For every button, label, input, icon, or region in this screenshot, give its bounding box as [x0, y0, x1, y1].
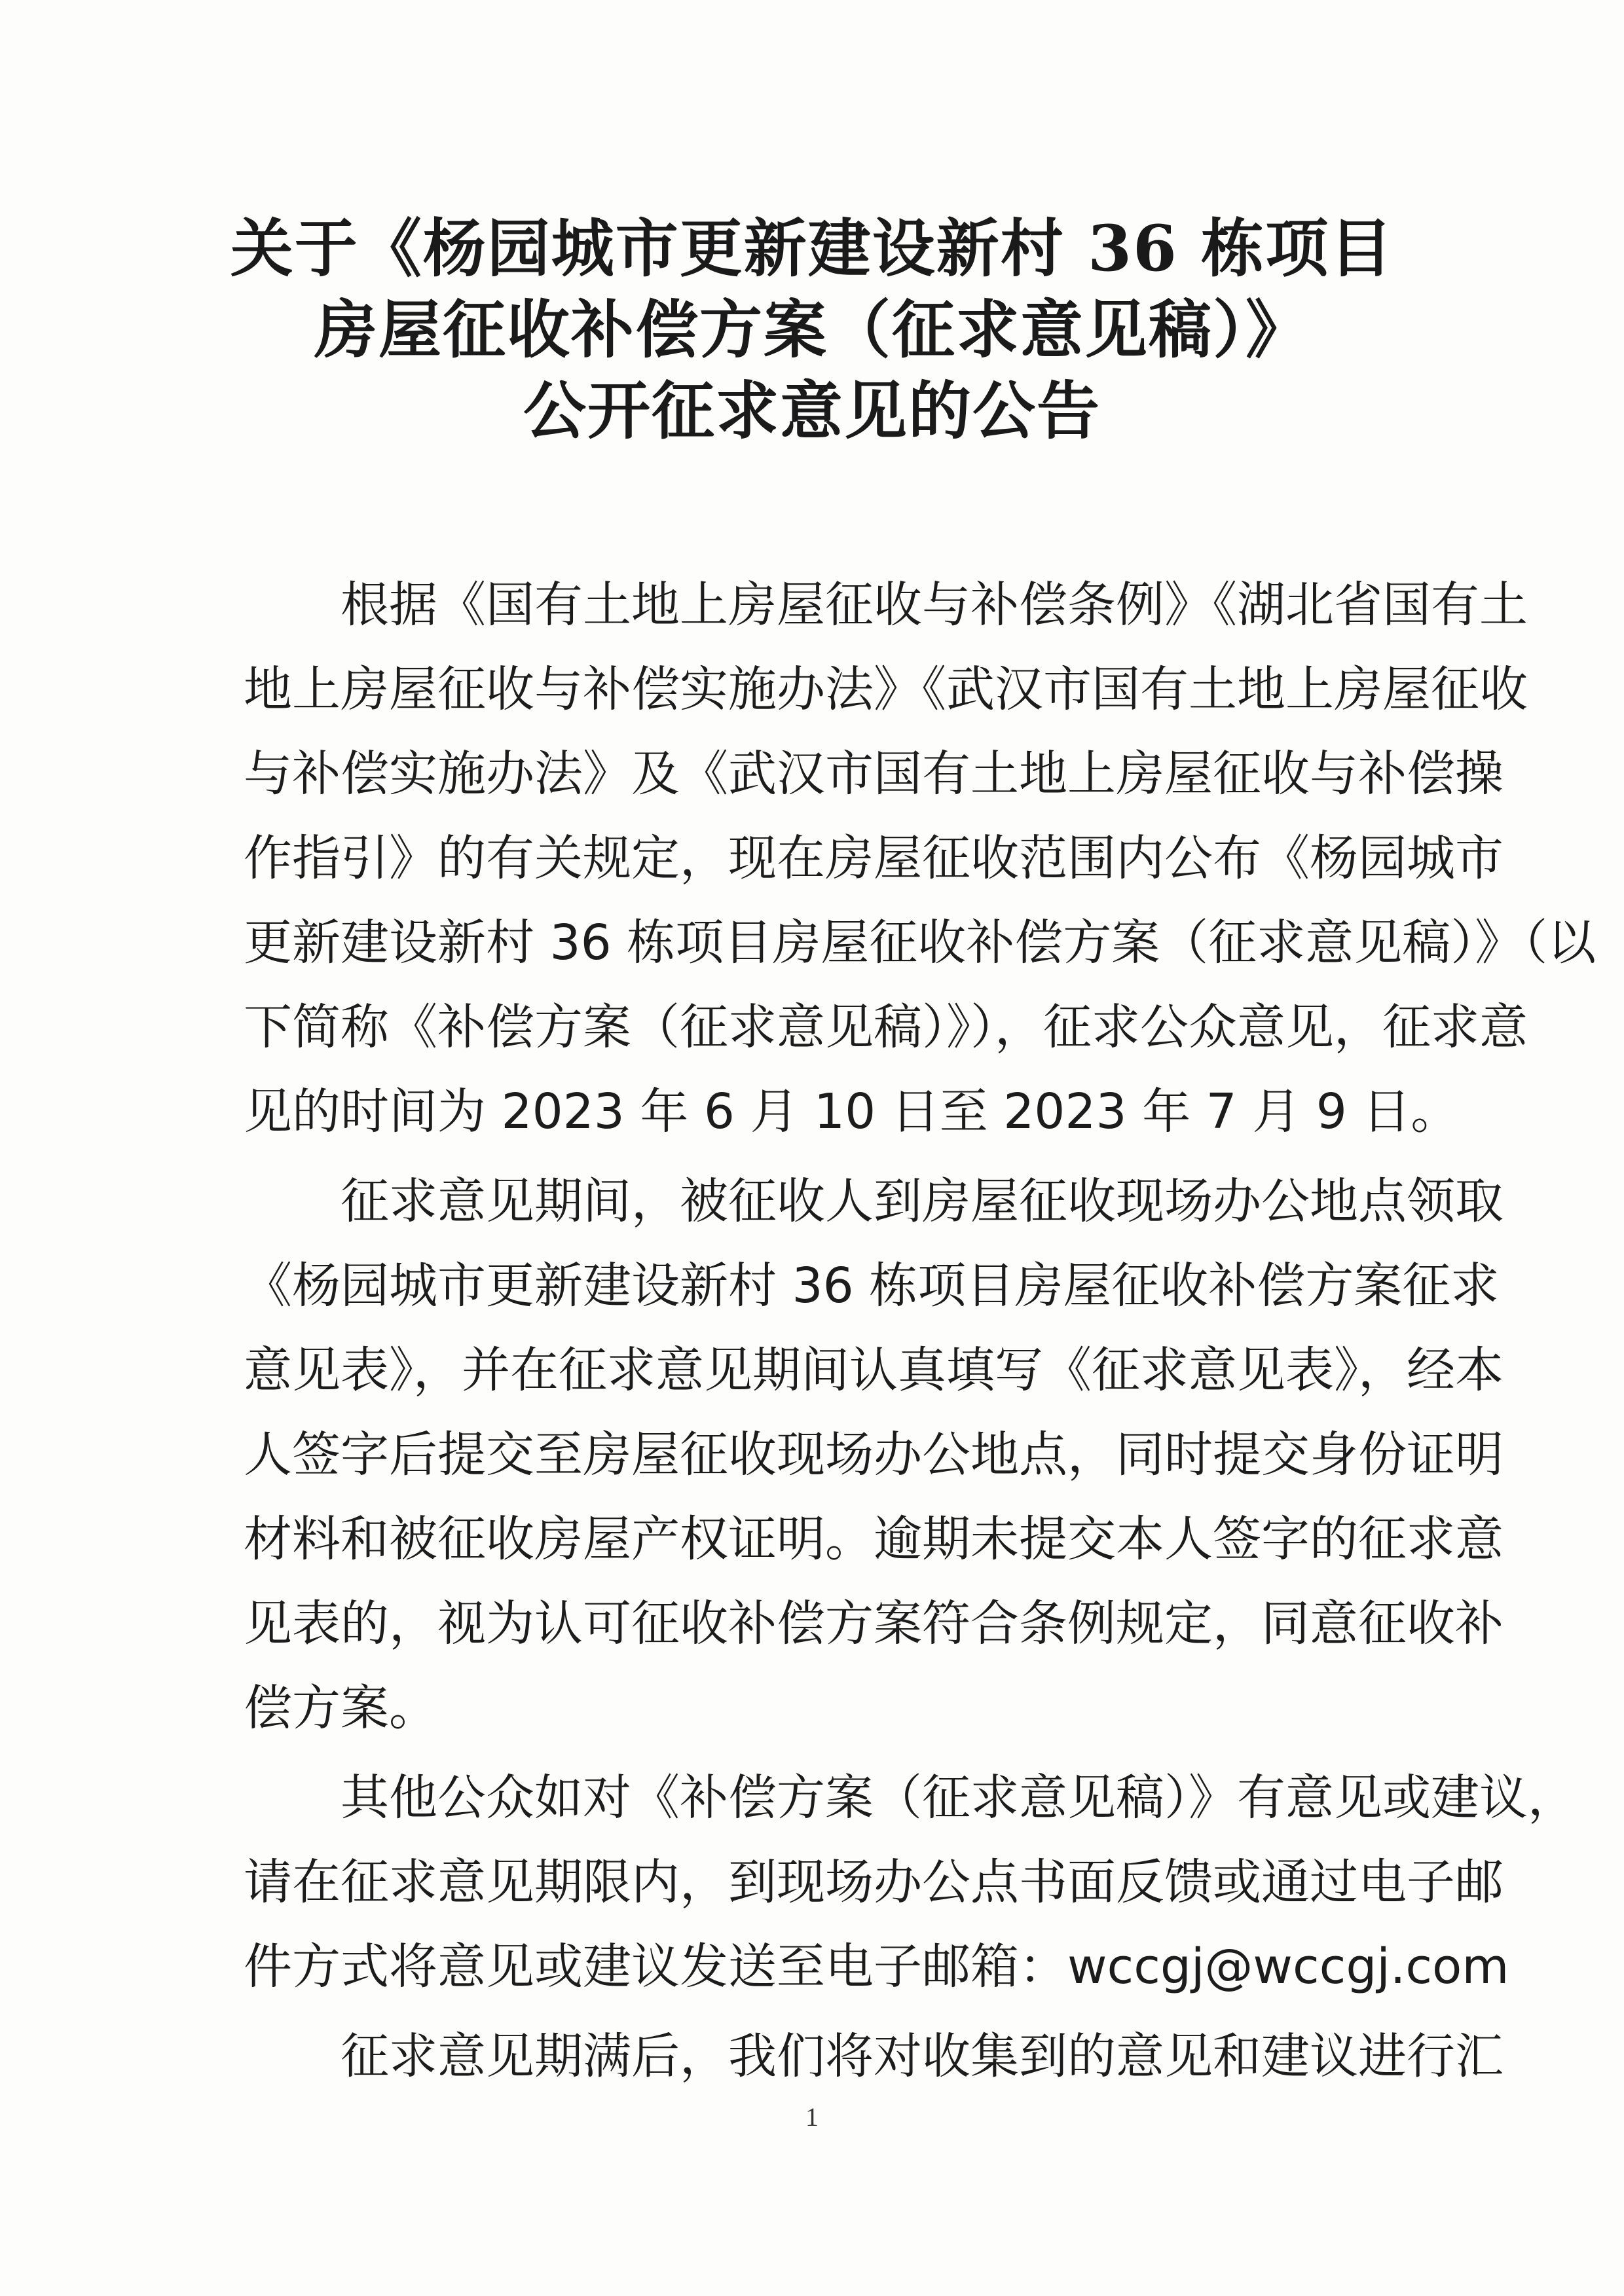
- paragraph-submission: [244, 1159, 1504, 1751]
- text-line: 其他公众如对《补偿方案（征求意见稿）》有意见或建议，: [341, 1770, 1576, 1826]
- title-line: 公开征求意见的公告: [523, 374, 1101, 448]
- text-line: 更新建设新村 36 栋项目房屋征收补偿方案（征求意见稿）》（以: [244, 915, 1596, 971]
- document-title: [196, 208, 1428, 452]
- text-line: 人签字后提交至房屋征收现场办公地点，同时提交身份证明: [244, 1427, 1504, 1483]
- text-line: 下简称《补偿方案（征求意见稿）》），征求公众意见，征求意: [244, 999, 1528, 1055]
- text-line: 《杨园城市更新建设新村 36 栋项目房屋征收补偿方案征求: [244, 1258, 1500, 1314]
- text-line: 根据《国有土地上房屋征收与补偿条例》《湖北省国有土: [341, 577, 1528, 633]
- text-line: 意见表》，并在征求意见期间认真填写《征求意见表》，经本: [244, 1342, 1504, 1398]
- text-line: 与补偿实施办法》及《武汉市国有土地上房屋征收与补偿操: [244, 746, 1504, 802]
- title-line: 关于《杨园城市更新建设新村 36 栋项目: [230, 211, 1394, 285]
- text-line-email: 件方式将意见或建议发送至电子邮箱：wccgj@wccgj.com: [244, 1939, 1509, 1995]
- paragraph-public-feedback: [244, 1756, 1576, 2009]
- text-line: 作指引》的有关规定，现在房屋征收范围内公布《杨园城市: [244, 830, 1504, 886]
- text-line: 偿方案。: [244, 1680, 437, 1736]
- document-body: [244, 563, 1596, 2099]
- text-line: 征求意见期满后，我们将对收集到的意见和建议进行汇: [341, 2028, 1504, 2085]
- page-number: 1: [805, 2102, 819, 2132]
- text-line: 征求意见期间，被征收人到房屋征收现场办公地点领取: [341, 1173, 1504, 1230]
- text-line: 见表的，视为认可征收补偿方案符合条例规定，同意征收补: [244, 1595, 1504, 1652]
- title-line: 房屋征收补偿方案（征求意见稿）》: [314, 293, 1310, 367]
- text-line: 地上房屋征收与补偿实施办法》《武汉市国有土地上房屋征收: [244, 661, 1528, 718]
- text-line: 请在征求意见期限内，到现场办公点书面反馈或通过电子邮: [244, 1854, 1504, 1910]
- paragraph-after-period: [244, 2014, 1504, 2099]
- text-line: 材料和被征收房屋产权证明。逾期未提交本人签字的征求意: [244, 1511, 1504, 1567]
- text-line: 见的时间为 2023 年 6 月 10 日至 2023 年 7 月 9 日。: [244, 1084, 1460, 1140]
- paragraph-legal-basis: [244, 563, 1596, 1154]
